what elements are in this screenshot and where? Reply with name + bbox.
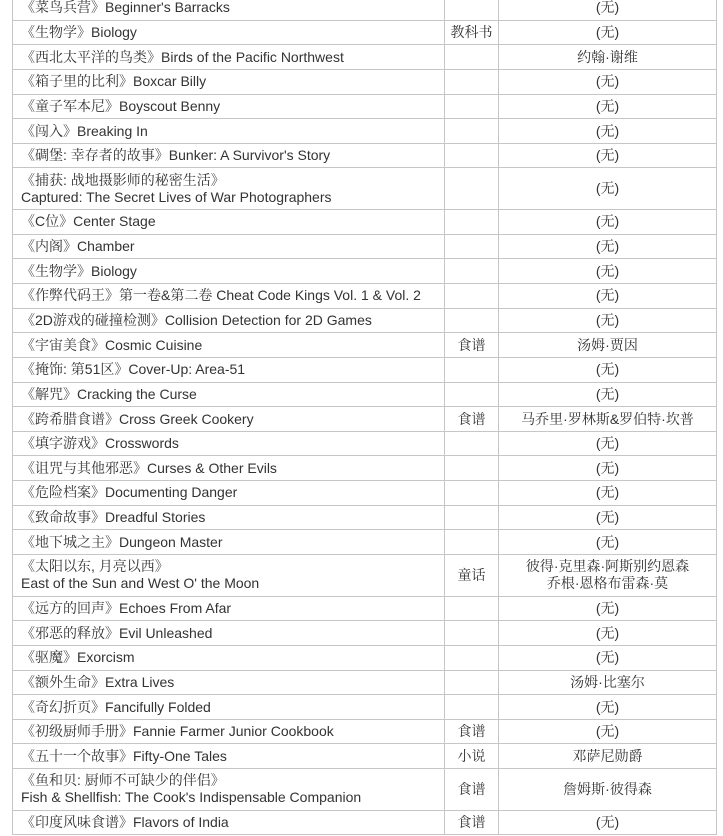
author-cell: (无) (499, 168, 717, 209)
title-cell: 《五十一个故事》Fifty-One Tales (13, 744, 445, 768)
type-cell (445, 309, 499, 333)
author-cell: (无) (499, 119, 717, 143)
title-cell: 《宇宙美食》Cosmic Cuisine (13, 333, 445, 357)
type-cell: 童话 (445, 555, 499, 596)
table-row (13, 621, 717, 646)
type-cell: 食谱 (445, 333, 499, 357)
table-row (13, 646, 717, 671)
table-row (13, 769, 717, 811)
table-row (13, 811, 717, 836)
type-cell (445, 456, 499, 480)
title-cell: 《内阁》Chamber (13, 235, 445, 259)
author-cell: (无) (499, 456, 717, 480)
table-row (13, 259, 717, 284)
title-cell: 《驱魔》Exorcism (13, 646, 445, 670)
table-row (13, 432, 717, 457)
type-cell (445, 95, 499, 119)
table-row (13, 144, 717, 169)
title-cell: 《填字游戏》Crosswords (13, 432, 445, 456)
author-cell: (无) (499, 21, 717, 45)
title-cell: 《邪恶的释放》Evil Unleashed (13, 621, 445, 645)
title-cell: 《解咒》Cracking the Curse (13, 383, 445, 407)
title-cell: 《生物学》Biology (13, 259, 445, 283)
type-cell (445, 621, 499, 645)
title-cell: 《闯入》Breaking In (13, 119, 445, 143)
author-cell: (无) (499, 597, 717, 621)
title-cell: 《跨希腊食谱》Cross Greek Cookery (13, 407, 445, 431)
title-cell: 《太阳以东, 月亮以西》 East of the Sun and West O' the Moon (13, 555, 445, 596)
author-cell: (无) (499, 432, 717, 456)
table-row (13, 95, 717, 120)
table-row (13, 70, 717, 95)
title-cell: 《鱼和贝: 厨师不可缺少的伴侣》 Fish & Shellfish: The Cook's Indispensable Companion (13, 769, 445, 810)
title-cell: 《远方的回声》Echoes From Afar (13, 597, 445, 621)
title-cell: 《C位》Center Stage (13, 210, 445, 234)
author-cell: (无) (499, 309, 717, 333)
title-cell: 《地下城之主》Dungeon Master (13, 530, 445, 554)
author-cell: (无) (499, 383, 717, 407)
title-cell: 《西北太平洋的鸟类》Birds of the Pacific Northwest (13, 45, 445, 69)
type-cell: 教科书 (445, 21, 499, 45)
author-cell: (无) (499, 259, 717, 283)
table-row (13, 210, 717, 235)
type-cell (445, 358, 499, 382)
type-cell (445, 646, 499, 670)
table-row (13, 456, 717, 481)
type-cell: 食谱 (445, 811, 499, 835)
table-row (13, 358, 717, 383)
table-row (13, 671, 717, 696)
type-cell (445, 0, 499, 20)
title-cell: 《作弊代码王》第一卷&第二卷 Cheat Code Kings Vol. 1 & Vol. 2 (13, 284, 445, 308)
table-row (13, 383, 717, 408)
author-cell: (无) (499, 506, 717, 530)
type-cell (445, 695, 499, 719)
title-cell: 《致命故事》Dreadful Stories (13, 506, 445, 530)
table-row (13, 309, 717, 334)
author-cell: 詹姆斯·彼得森 (499, 769, 717, 810)
table-row (13, 235, 717, 260)
type-cell (445, 168, 499, 209)
title-cell: 《箱子里的比利》Boxcar Billy (13, 70, 445, 94)
author-cell: (无) (499, 235, 717, 259)
table-row (13, 555, 717, 597)
table-row (13, 481, 717, 506)
table-row (13, 21, 717, 46)
type-cell (445, 119, 499, 143)
author-cell: 约翰·谢维 (499, 45, 717, 69)
type-cell (445, 671, 499, 695)
author-cell: (无) (499, 695, 717, 719)
author-cell: (无) (499, 0, 717, 20)
title-cell: 《2D游戏的碰撞检测》Collision Detection for 2D Games (13, 309, 445, 333)
type-cell (445, 383, 499, 407)
books-table (12, 0, 717, 835)
table-row (13, 45, 717, 70)
title-cell: 《捕获: 战地摄影师的秘密生活》 Captured: The Secret Lives of War Photographers (13, 168, 445, 209)
table-row (13, 168, 717, 210)
type-cell (445, 284, 499, 308)
type-cell: 食谱 (445, 769, 499, 810)
author-cell: (无) (499, 358, 717, 382)
table-row (13, 744, 717, 769)
author-cell: (无) (499, 621, 717, 645)
type-cell (445, 506, 499, 530)
type-cell (445, 481, 499, 505)
author-cell: (无) (499, 210, 717, 234)
author-cell: (无) (499, 811, 717, 835)
author-cell: (无) (499, 481, 717, 505)
table-row (13, 119, 717, 144)
table-row (13, 0, 717, 21)
author-cell: 汤姆·比塞尔 (499, 671, 717, 695)
title-cell: 《奇幻折页》Fancifully Folded (13, 695, 445, 719)
title-cell: 《额外生命》Extra Lives (13, 671, 445, 695)
title-cell: 《掩饰: 第51区》Cover-Up: Area-51 (13, 358, 445, 382)
author-cell: 汤姆·贾因 (499, 333, 717, 357)
title-cell: 《危险档案》Documenting Danger (13, 481, 445, 505)
type-cell (445, 432, 499, 456)
type-cell (445, 597, 499, 621)
author-cell: 彼得·克里森·阿斯别约恩森 乔根·恩格布雷森·莫 (499, 555, 717, 596)
title-cell: 《碉堡: 幸存者的故事》Bunker: A Survivor's Story (13, 144, 445, 168)
title-cell: 《生物学》Biology (13, 21, 445, 45)
table-row (13, 530, 717, 555)
title-cell: 《初级厨师手册》Fannie Farmer Junior Cookbook (13, 720, 445, 744)
author-cell: (无) (499, 95, 717, 119)
title-cell: 《菜鸟兵营》Beginner's Barracks (13, 0, 445, 20)
author-cell: (无) (499, 530, 717, 554)
table-row (13, 720, 717, 745)
type-cell: 小说 (445, 744, 499, 768)
type-cell (445, 144, 499, 168)
author-cell: (无) (499, 144, 717, 168)
type-cell (445, 235, 499, 259)
type-cell (445, 259, 499, 283)
author-cell: (无) (499, 70, 717, 94)
table-row (13, 597, 717, 622)
type-cell (445, 210, 499, 234)
author-cell: (无) (499, 284, 717, 308)
table-row (13, 284, 717, 309)
type-cell (445, 530, 499, 554)
type-cell: 食谱 (445, 407, 499, 431)
table-row (13, 407, 717, 432)
author-cell: (无) (499, 646, 717, 670)
author-cell: (无) (499, 720, 717, 744)
table-row (13, 333, 717, 358)
type-cell (445, 45, 499, 69)
author-cell: 马乔里·罗林斯&罗伯特·坎普 (499, 407, 717, 431)
author-cell: 邓萨尼勋爵 (499, 744, 717, 768)
type-cell: 食谱 (445, 720, 499, 744)
table-row (13, 695, 717, 720)
title-cell: 《印度风味食谱》Flavors of India (13, 811, 445, 835)
type-cell (445, 70, 499, 94)
title-cell: 《诅咒与其他邪恶》Curses & Other Evils (13, 456, 445, 480)
table-row (13, 506, 717, 531)
title-cell: 《童子军本尼》Boyscout Benny (13, 95, 445, 119)
